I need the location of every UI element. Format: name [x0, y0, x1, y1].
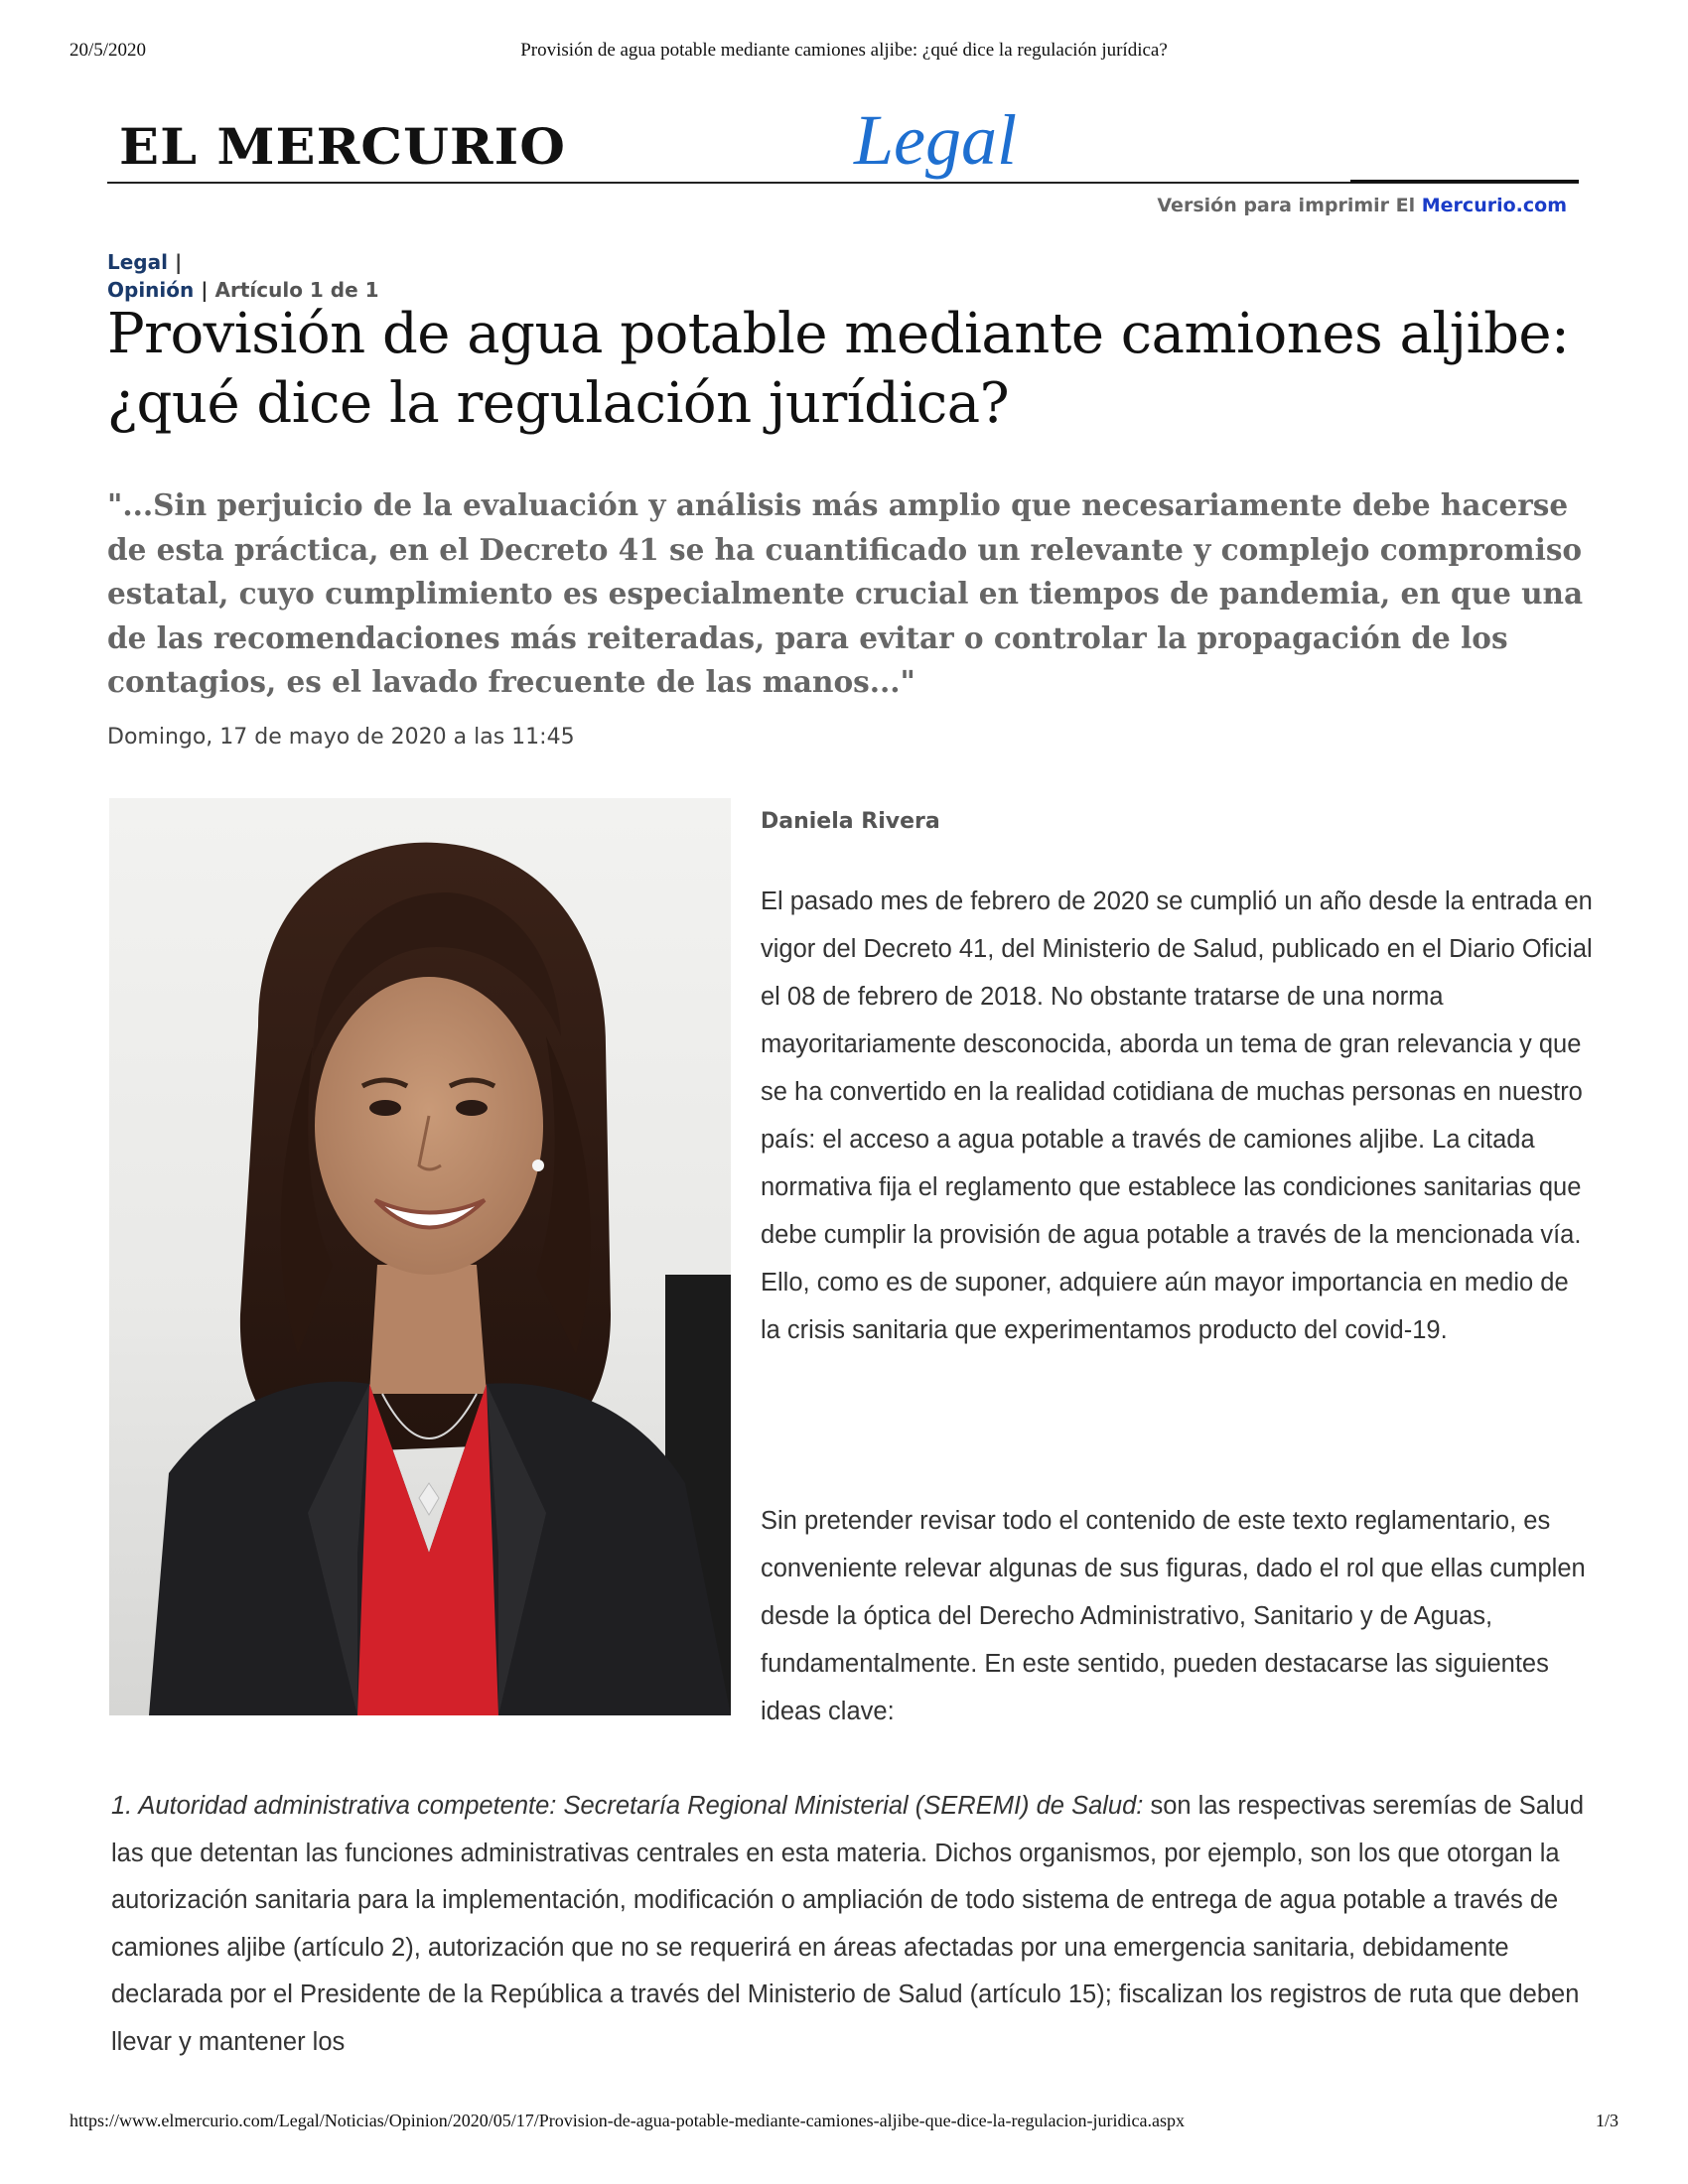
article-key-point [111, 1783, 1601, 2066]
article-author: Daniela Rivera [761, 809, 940, 834]
breadcrumb-legal-link[interactable]: Legal [107, 250, 168, 274]
author-portrait-illustration [109, 798, 731, 1715]
breadcrumb-separator: | [174, 250, 183, 274]
breadcrumb [107, 248, 379, 304]
print-document-title: Provisión de agua potable mediante camiones aljibe: ¿qué dice la regulación jurídica? [520, 40, 1168, 61]
article-paragraph: Sin pretender revisar todo el contenido de este texto reglamentario, es conveniente relevar algunas de sus figuras, dado el rol que ellas cumplen desde la óptica del Derecho Administrativo, Sanitario y de Aguas, fundamentalmente. En este sentido, pueden destacarse las siguientes ideas clave: [761, 1507, 1586, 1725]
print-version-label: Versión para imprimir El [1157, 195, 1416, 216]
print-date: 20/5/2020 [70, 40, 147, 61]
author-photo [109, 798, 731, 1715]
breadcrumb-opinion-link[interactable]: Opinión [107, 278, 195, 302]
print-version-notice [1157, 195, 1567, 216]
print-header [70, 40, 1618, 69]
key-point-heading: 1. Autoridad administrativa competente: Secretaría Regional Ministerial (SEREMI) de Salud: [111, 1792, 1144, 1820]
publication-date: Domingo, 17 de mayo de 2020 a las 11:45 [107, 725, 575, 750]
print-source-url: https://www.elmercurio.com/Legal/Noticias/Opinion/2020/05/17/Provision-de-agua-potable-mediante-camiones-aljibe-que-dice-la-regulacion-juridica.aspx [70, 2111, 1185, 2130]
mercurio-site-link[interactable]: Mercurio.com [1421, 195, 1567, 216]
el-mercurio-logo[interactable]: EL MERCURIO [119, 117, 567, 176]
article-paragraph: El pasado mes de febrero de 2020 se cumplió un año desde la entrada en vigor del Decreto 41, del Ministerio de Salud, publicado en el Diario Oficial el 08 de febrero de 2018. No obstante tratarse de una norma mayoritariamente desconocida, aborda un tema de gran relevancia y que se ha convertido en la realidad cotidiana de muchas personas en nuestro país: el acceso a agua potable a través de camiones aljibe. La citada normativa fija el reglamento que establece las condiciones sanitarias que debe cumplir la provisión de agua potable a través de la mencionada vía. Ello, como es de suponer, adquiere aún mayor importancia en medio de la crisis sanitaria que experimentamos producto del covid-19. [761, 887, 1593, 1344]
legal-section-logo[interactable]: Legal [854, 100, 1018, 180]
masthead [107, 99, 1577, 189]
key-point-body: son las respectivas seremías de Salud las que detentan las funciones administrativas centrales en esta materia. Dichos organismos, por ejemplo, son los que otorgan la autorización sanitaria para la implementación, modificación o ampliación de todo sistema de entrega de agua potable a través de camiones aljibe (artículo 2), autorización que no se requerirá en áreas afectadas por una emergencia sanitaria, debidamente declarada por el Presidente de la República a través del Ministerio de Salud (artículo 15); fiscalizan los registros de ruta que deben llevar y mantener los [111, 1792, 1585, 2056]
masthead-divider-accent [1350, 180, 1579, 183]
breadcrumb-separator: | [201, 278, 209, 302]
article-headline: Provisión de agua potable mediante camiones aljibe: ¿qué dice la regulación jurídica? [107, 302, 1570, 436]
article-counter: Artículo 1 de 1 [214, 278, 379, 302]
print-footer [70, 2111, 1618, 2140]
print-page-number: 1/3 [1595, 2111, 1618, 2130]
article-lead-quote: "...Sin perjuicio de la evaluación y análisis más amplio que necesariamente debe hacerse de esta práctica, en el Decreto 41 se ha cuantificado un relevante y complejo compromiso estatal, cuyo cumplimiento es especialmente crucial en tiempos de pandemia, en que una de las recomendaciones más reiteradas, para evitar o controlar la propagación de los contagios, es el lavado frecuente de las manos..." [107, 487, 1584, 699]
